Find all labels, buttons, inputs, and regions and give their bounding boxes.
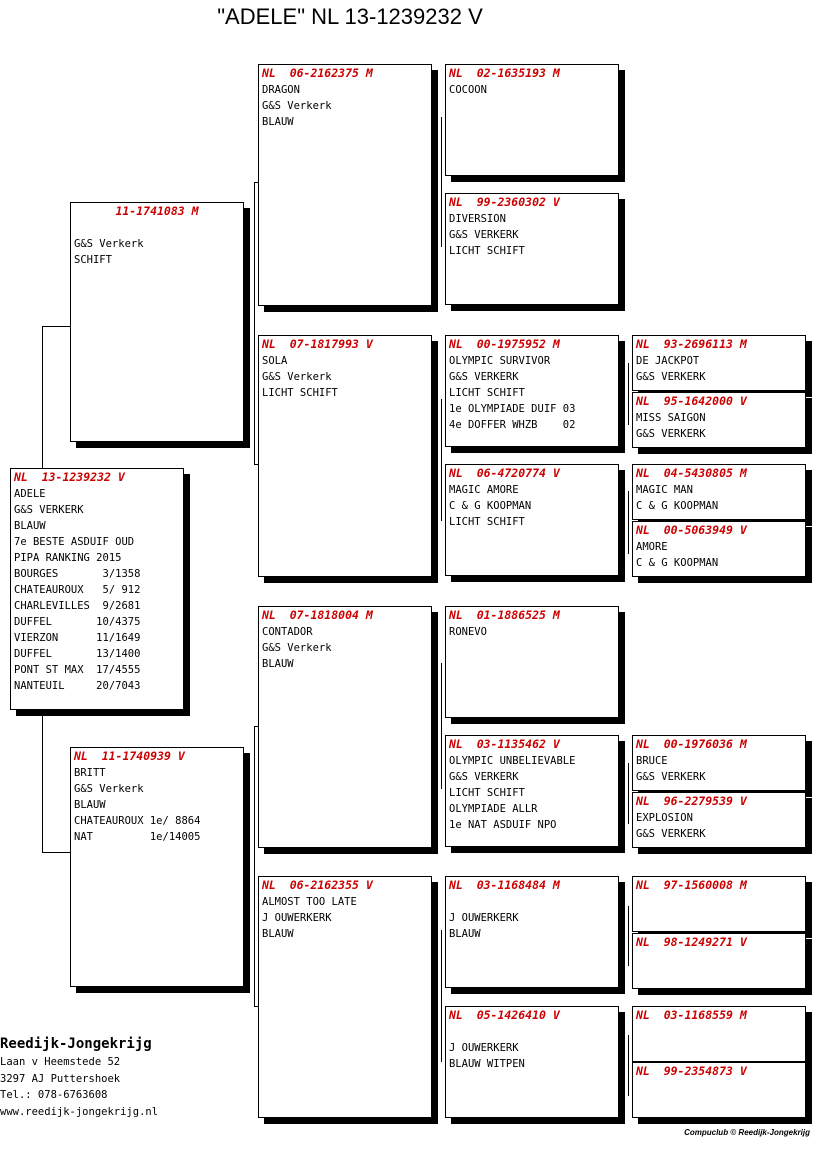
pigeon-card-ddds bbox=[632, 1006, 806, 1062]
connector-line bbox=[42, 852, 70, 853]
ring-number: NL 06-2162375 M bbox=[262, 66, 373, 80]
connector-line bbox=[441, 930, 442, 1062]
pigeon-note: OLYMPIADE ALLR bbox=[449, 803, 538, 815]
pigeon-name: DIVERSION bbox=[449, 213, 506, 225]
connector-line bbox=[42, 326, 70, 327]
ring-number: NL 06-4720774 V bbox=[449, 466, 560, 480]
ring-number: NL 13-1239232 V bbox=[14, 470, 125, 484]
ring-number: NL 99-2354873 V bbox=[636, 1064, 747, 1078]
connector-line bbox=[42, 326, 43, 469]
pigeon-owner: G&S VERKERK bbox=[636, 428, 706, 440]
pigeon-owner: G&S VERKERK bbox=[636, 371, 706, 383]
pigeon-card-ssd bbox=[445, 193, 619, 305]
pigeon-note: 4e DOFFER WHZB 02 bbox=[449, 419, 576, 431]
pigeon-card-sss bbox=[445, 64, 619, 176]
pigeon-card-sd bbox=[258, 335, 432, 577]
pigeon-color: LICHT SCHIFT bbox=[449, 787, 525, 799]
pigeon-card-dsd bbox=[445, 735, 619, 847]
ring-number: NL 03-1168559 M bbox=[636, 1008, 747, 1022]
pigeon-owner: G&S Verkerk bbox=[262, 642, 332, 654]
pigeon-color: BLAUW bbox=[262, 658, 294, 670]
ring-number: NL 00-1975952 M bbox=[449, 337, 560, 351]
pigeon-owner: J OUWERKERK bbox=[449, 1042, 519, 1054]
connector-line bbox=[254, 726, 255, 1006]
pigeon-card-dsds bbox=[632, 735, 806, 791]
pigeon-color: LICHT SCHIFT bbox=[449, 387, 525, 399]
pigeon-card-sdsd bbox=[632, 392, 806, 448]
breeder-name: Reedijk-Jongekrijg bbox=[0, 1036, 152, 1052]
connector-line bbox=[42, 710, 43, 852]
pigeon-name: MAGIC MAN bbox=[636, 484, 693, 496]
pigeon-owner: G&S VERKERK bbox=[449, 771, 519, 783]
race-result: CHATEAUROUX 1e/ 8864 bbox=[74, 815, 201, 827]
ring-number: NL 98-1249271 V bbox=[636, 935, 747, 949]
race-result: VIERZON 11/1649 bbox=[14, 632, 141, 644]
pigeon-name: RONEVO bbox=[449, 626, 487, 638]
footer-credit: Compuclub © Reedijk-Jongekrijg bbox=[684, 1128, 810, 1137]
race-result: BOURGES 3/1358 bbox=[14, 568, 141, 580]
pigeon-name: BRITT bbox=[74, 767, 106, 779]
connector-line bbox=[441, 399, 442, 521]
breeder-website: www.reedijk-jongekrijg.nl bbox=[0, 1105, 159, 1118]
race-result: NAT 1e/14005 bbox=[74, 831, 201, 843]
connector-line bbox=[441, 663, 442, 789]
pigeon-color: BLAUW bbox=[14, 520, 46, 532]
pigeon-card-dss bbox=[445, 606, 619, 718]
pigeon-owner: G&S VERKERK bbox=[449, 229, 519, 241]
pigeon-name: MAGIC AMORE bbox=[449, 484, 519, 496]
ring-number: NL 03-1135462 V bbox=[449, 737, 560, 751]
pigeon-color: LICHT SCHIFT bbox=[262, 387, 338, 399]
race-result: CHATEAUROUX 5/ 912 bbox=[14, 584, 141, 596]
pigeon-color: LICHT SCHIFT bbox=[449, 516, 525, 528]
pigeon-name: COCOON bbox=[449, 84, 487, 96]
pigeon-name: CONTADOR bbox=[262, 626, 313, 638]
pigeon-owner: G&S VERKERK bbox=[449, 371, 519, 383]
pigeon-owner: G&S Verkerk bbox=[262, 100, 332, 112]
ring-number: NL 05-1426410 V bbox=[449, 1008, 560, 1022]
pigeon-card-ddss bbox=[632, 876, 806, 932]
pigeon-card-sire bbox=[70, 202, 244, 442]
pigeon-name: OLYMPIC UNBELIEVABLE bbox=[449, 755, 576, 767]
breeder-city: 3297 AJ Puttershoek bbox=[0, 1072, 121, 1085]
ring-number: NL 95-1642000 V bbox=[636, 394, 747, 408]
ring-number: NL 96-2279539 V bbox=[636, 794, 747, 808]
pigeon-name: BRUCE bbox=[636, 755, 668, 767]
ring-number: NL 07-1817993 V bbox=[262, 337, 373, 351]
pigeon-note: 1e NAT ASDUIF NPO bbox=[449, 819, 557, 831]
pigeon-owner: G&S VERKERK bbox=[14, 504, 84, 516]
connector-line bbox=[628, 363, 629, 425]
race-result: DUFFEL 10/4375 bbox=[14, 616, 141, 628]
ring-number: NL 00-5063949 V bbox=[636, 523, 747, 537]
ring-number: 11-1741083 M bbox=[115, 204, 199, 218]
pigeon-note: PIPA RANKING 2015 bbox=[14, 552, 122, 564]
pigeon-color: BLAUW bbox=[262, 928, 294, 940]
pigeon-owner: G&S VERKERK bbox=[636, 828, 706, 840]
pigeon-card-ds bbox=[258, 606, 432, 848]
pigeon-card-dam bbox=[70, 747, 244, 987]
race-result: DUFFEL 13/1400 bbox=[14, 648, 141, 660]
pigeon-owner: G&S Verkerk bbox=[74, 238, 144, 250]
pigeon-name: EXPLOSION bbox=[636, 812, 693, 824]
pigeon-owner: C & G KOOPMAN bbox=[636, 500, 719, 512]
pigeon-note: 7e BESTE ASDUIF OUD bbox=[14, 536, 135, 548]
pigeon-card-subject bbox=[10, 468, 184, 710]
pigeon-owner: G&S Verkerk bbox=[262, 371, 332, 383]
pigeon-card-sddd bbox=[632, 521, 806, 577]
ring-number: NL 04-5430805 M bbox=[636, 466, 747, 480]
breeder-phone: Tel.: 078-6763608 bbox=[0, 1089, 108, 1101]
pigeon-card-sdds bbox=[632, 464, 806, 520]
pigeon-card-dds bbox=[445, 876, 619, 988]
pigeon-name: ALMOST TOO LATE bbox=[262, 896, 357, 908]
pigeon-card-dsdd bbox=[632, 792, 806, 848]
pigeon-name: AMORE bbox=[636, 541, 668, 553]
pigeon-color: BLAUW bbox=[74, 799, 106, 811]
pigeon-color: SCHIFT bbox=[74, 254, 112, 266]
ring-number: NL 00-1976036 M bbox=[636, 737, 747, 751]
pigeon-card-sds bbox=[445, 335, 619, 447]
connector-line bbox=[628, 491, 629, 554]
pigeon-card-ss bbox=[258, 64, 432, 306]
ring-number: NL 01-1886525 M bbox=[449, 608, 560, 622]
pigeon-name: MISS SAIGON bbox=[636, 412, 706, 424]
pigeon-owner: G&S VERKERK bbox=[636, 771, 706, 783]
pigeon-owner: C & G KOOPMAN bbox=[636, 557, 719, 569]
ring-number: NL 07-1818004 M bbox=[262, 608, 373, 622]
pigeon-owner: C & G KOOPMAN bbox=[449, 500, 532, 512]
pigeon-note: 1e OLYMPIADE DUIF 03 bbox=[449, 403, 576, 415]
pigeon-owner: J OUWERKERK bbox=[449, 912, 519, 924]
race-result: PONT ST MAX 17/4555 bbox=[14, 664, 141, 676]
pigeon-name: OLYMPIC SURVIVOR bbox=[449, 355, 551, 367]
ring-number: NL 99-2360302 V bbox=[449, 195, 560, 209]
ring-number: NL 11-1740939 V bbox=[74, 749, 185, 763]
race-result: CHARLEVILLES 9/2681 bbox=[14, 600, 141, 612]
page-title: "ADELE" NL 13-1239232 V bbox=[217, 4, 483, 29]
connector-line bbox=[628, 763, 629, 824]
pigeon-card-ddd bbox=[445, 1006, 619, 1118]
connector-line bbox=[441, 117, 442, 247]
pigeon-owner: J OUWERKERK bbox=[262, 912, 332, 924]
pigeon-name: SOLA bbox=[262, 355, 288, 367]
breeder-address bbox=[0, 1034, 158, 1120]
ring-number: NL 93-2696113 M bbox=[636, 337, 747, 351]
pigeon-card-dddd bbox=[632, 1062, 806, 1118]
pigeon-owner: G&S Verkerk bbox=[74, 783, 144, 795]
breeder-street: Laan v Heemstede 52 bbox=[0, 1056, 121, 1068]
pigeon-color: BLAUW bbox=[449, 928, 481, 940]
pigeon-card-dd bbox=[258, 876, 432, 1118]
pigeon-color: BLAUW WITPEN bbox=[449, 1058, 525, 1070]
pigeon-card-sdss bbox=[632, 335, 806, 391]
pigeon-name: DE JACKPOT bbox=[636, 355, 700, 367]
connector-line bbox=[628, 1035, 629, 1096]
pigeon-color: BLAUW bbox=[262, 116, 294, 128]
pigeon-card-sdd bbox=[445, 464, 619, 576]
ring-number: NL 97-1560008 M bbox=[636, 878, 747, 892]
race-result: NANTEUIL 20/7043 bbox=[14, 680, 141, 692]
ring-number: NL 03-1168484 M bbox=[449, 878, 560, 892]
connector-line bbox=[628, 906, 629, 966]
pigeon-name: DRAGON bbox=[262, 84, 300, 96]
ring-number: NL 06-2162355 V bbox=[262, 878, 373, 892]
connector-line bbox=[254, 182, 255, 464]
pigeon-color: LICHT SCHIFT bbox=[449, 245, 525, 257]
pigeon-card-ddsd bbox=[632, 933, 806, 989]
ring-number: NL 02-1635193 M bbox=[449, 66, 560, 80]
pigeon-name: ADELE bbox=[14, 488, 46, 500]
